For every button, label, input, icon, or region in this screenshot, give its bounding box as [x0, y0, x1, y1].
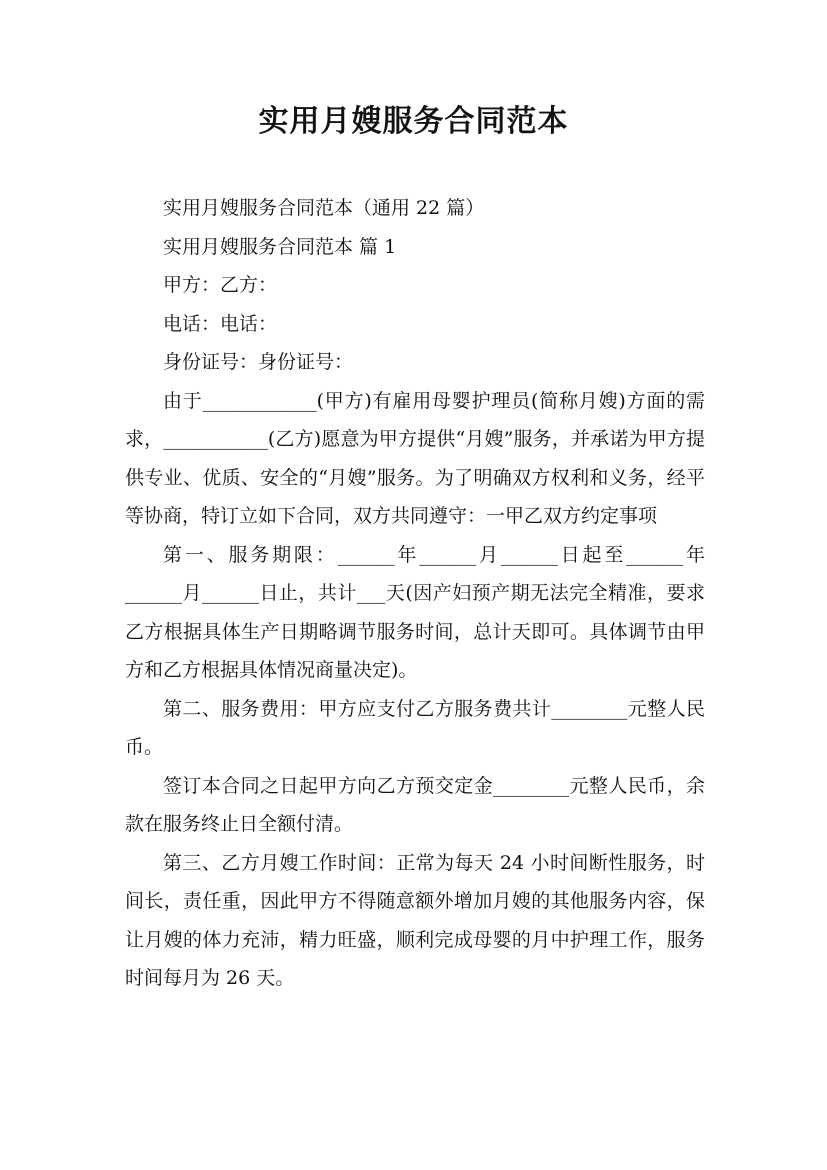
paragraph-working-hours: 第三、乙方月嫂工作时间：正常为每天 24 小时间断性服务，时间长，责任重，因此甲方不得随意额外增加月嫂的其他服务内容，保让月嫂的体力充沛，精力旺盛，顺利完成母婴的月中护理工作，服务时间每月为 26 天。	[125, 851, 705, 989]
paragraph-deposit: 签订本合同之日起甲方向乙方预交定金________元整人民币，余款在服务终止日全额付清。	[125, 774, 705, 835]
paragraph-id-number: 身份证号：身份证号：	[163, 351, 354, 373]
paragraph-service-fee: 第二、服务费用：甲方应支付乙方服务费共计________元整人民币。	[125, 697, 705, 758]
document-body	[125, 189, 705, 998]
document-title: 实用月嫂服务合同范本	[258, 104, 569, 139]
paragraph-phone: 电话：电话：	[163, 312, 278, 335]
paragraph-intro: 由于____________(甲方)有雇用母婴护理员(简称月嫂)方面的需求，___________(乙方)愿意为甲方提供“月嫂”服务，并承诺为甲方提供专业、优质、安全的“月嫂”服务。为了明确双方权利和义务，经平等协商，特订立如下合同，双方共同遵守：一甲乙双方约定事项	[125, 389, 705, 527]
paragraph-service-term: 第一、服务期限：______年______月______日起至______年______月______日止，共计___天(因产妇预产期无法完全精准，要求乙方根据具体生产日期略调节服务时间，总计天即可。具体调节由甲方和乙方根据具体情况商量决定)。	[125, 543, 705, 681]
paragraph-section-heading: 实用月嫂服务合同范本 篇 1	[163, 235, 397, 258]
paragraph-parties: 甲方：乙方：	[163, 274, 278, 296]
paragraph-subtitle: 实用月嫂服务合同范本（通用 22 篇）	[163, 197, 485, 219]
